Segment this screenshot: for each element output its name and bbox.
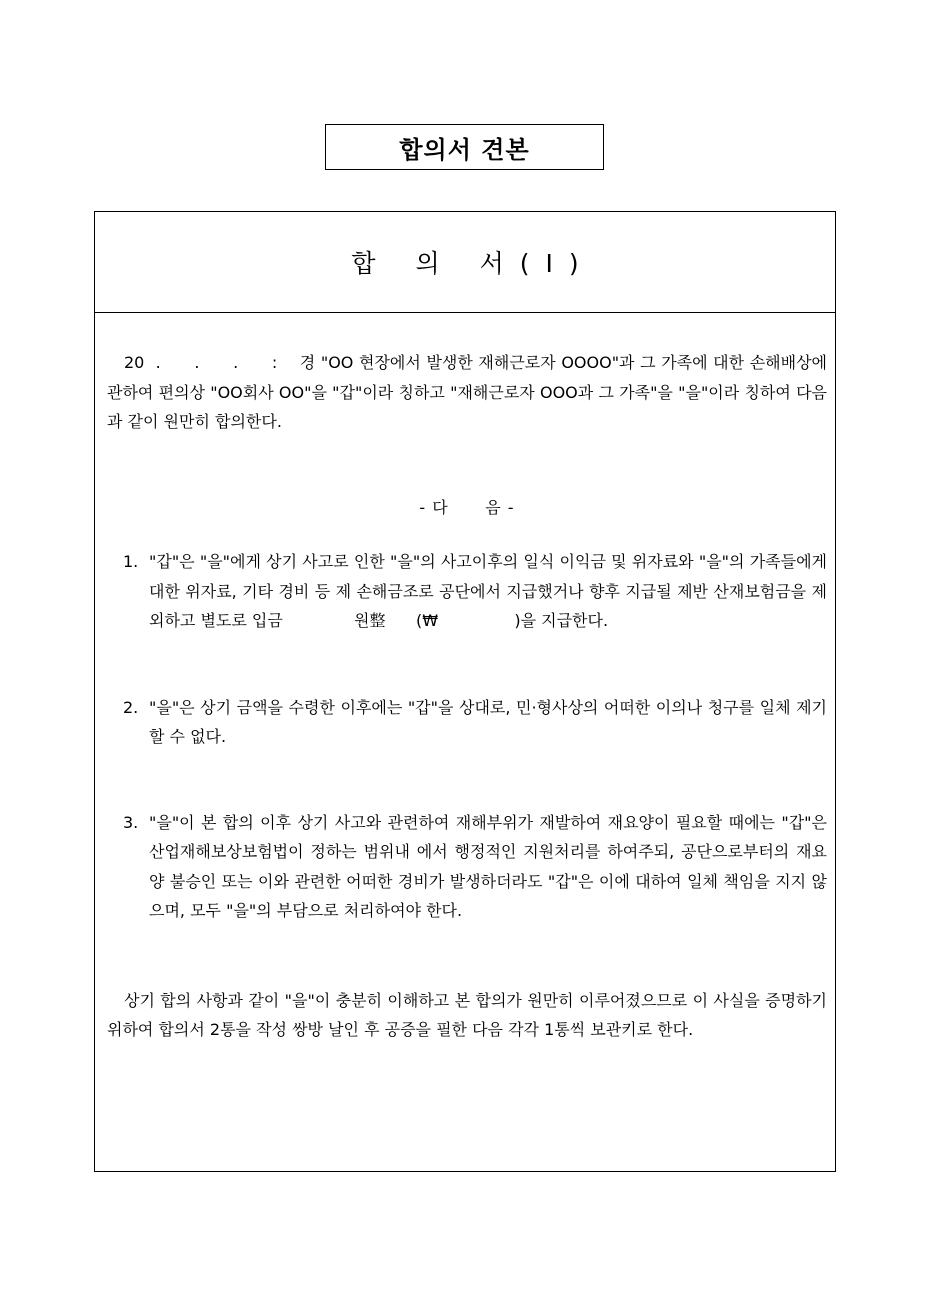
- closing-paragraph: 상기 합의 사항과 같이 "을"이 충분히 이해하고 본 합의가 원만히 이루어졌으므로 이 사실을 증명하기 위하여 합의서 2통을 작성 쌍방 날인 후 공증을 필한 다음 각각 1통씩 보관키로 한다.: [107, 990, 833, 1039]
- clause-text: "갑"은 "을"에게 상기 사고로 인한 "을"의 사고이후의 일식 이익금 및 위자료와 "을"의 가족들에게 대한 위자료, 기타 경비 등 제 손해금조로 공단에서 지급했거나 향후 지급될 제반 산재보험금을 제외하고 별도로 입금 원整 (₩ )을 지급한다.: [149, 552, 833, 630]
- clause-text: "을"이 본 합의 이후 상기 사고와 관련하여 재해부위가 재발하여 재요양이 필요할 때에는 "갑"은 산업재해보상보험법이 정하는 범위내 에서 행정적인 지원처리를 하여주되, 공단으로부터의 재요양 불승인 또는 이와 관련한 어떠한 경비가 발생하더라도 "갑"은 이에 대하여 일체 책임을 지지 않으며, 모두 "을"의 부담으로 처리하여야 한다.: [149, 812, 833, 920]
- agreement-title: 합 의 서(Ⅰ): [95, 212, 835, 313]
- clause-item: [107, 547, 833, 636]
- clause-item: [107, 693, 827, 752]
- clause-item: [107, 808, 833, 926]
- clause-text: "을"은 상기 금액을 수령한 이후에는 "갑"을 상대로, 민·형사상의 어떠한 이의나 청구를 일체 제기할 수 없다.: [149, 697, 827, 746]
- clause-number: 1.: [123, 552, 139, 571]
- agreement-frame: [94, 211, 836, 1172]
- clause-number: 2.: [123, 697, 139, 717]
- clause-number: 3.: [123, 812, 139, 832]
- intro-paragraph: 20 . . . : 경 "OO 현장에서 발생한 재해근로자 OOOO"과 그 가족에 대한 손해배상에 관하여 편의상 "OO회사 OO"을 "갑"이라 칭하고 "재해근로자 OOO과 그 가족"을 "을"이라 칭하여 다음과 같이 원만히 합의한다.: [107, 353, 833, 431]
- sub-heading: - 다 음 -: [419, 497, 515, 517]
- agreement-body: [107, 348, 833, 1045]
- document-heading: 합의서 견본: [325, 124, 604, 170]
